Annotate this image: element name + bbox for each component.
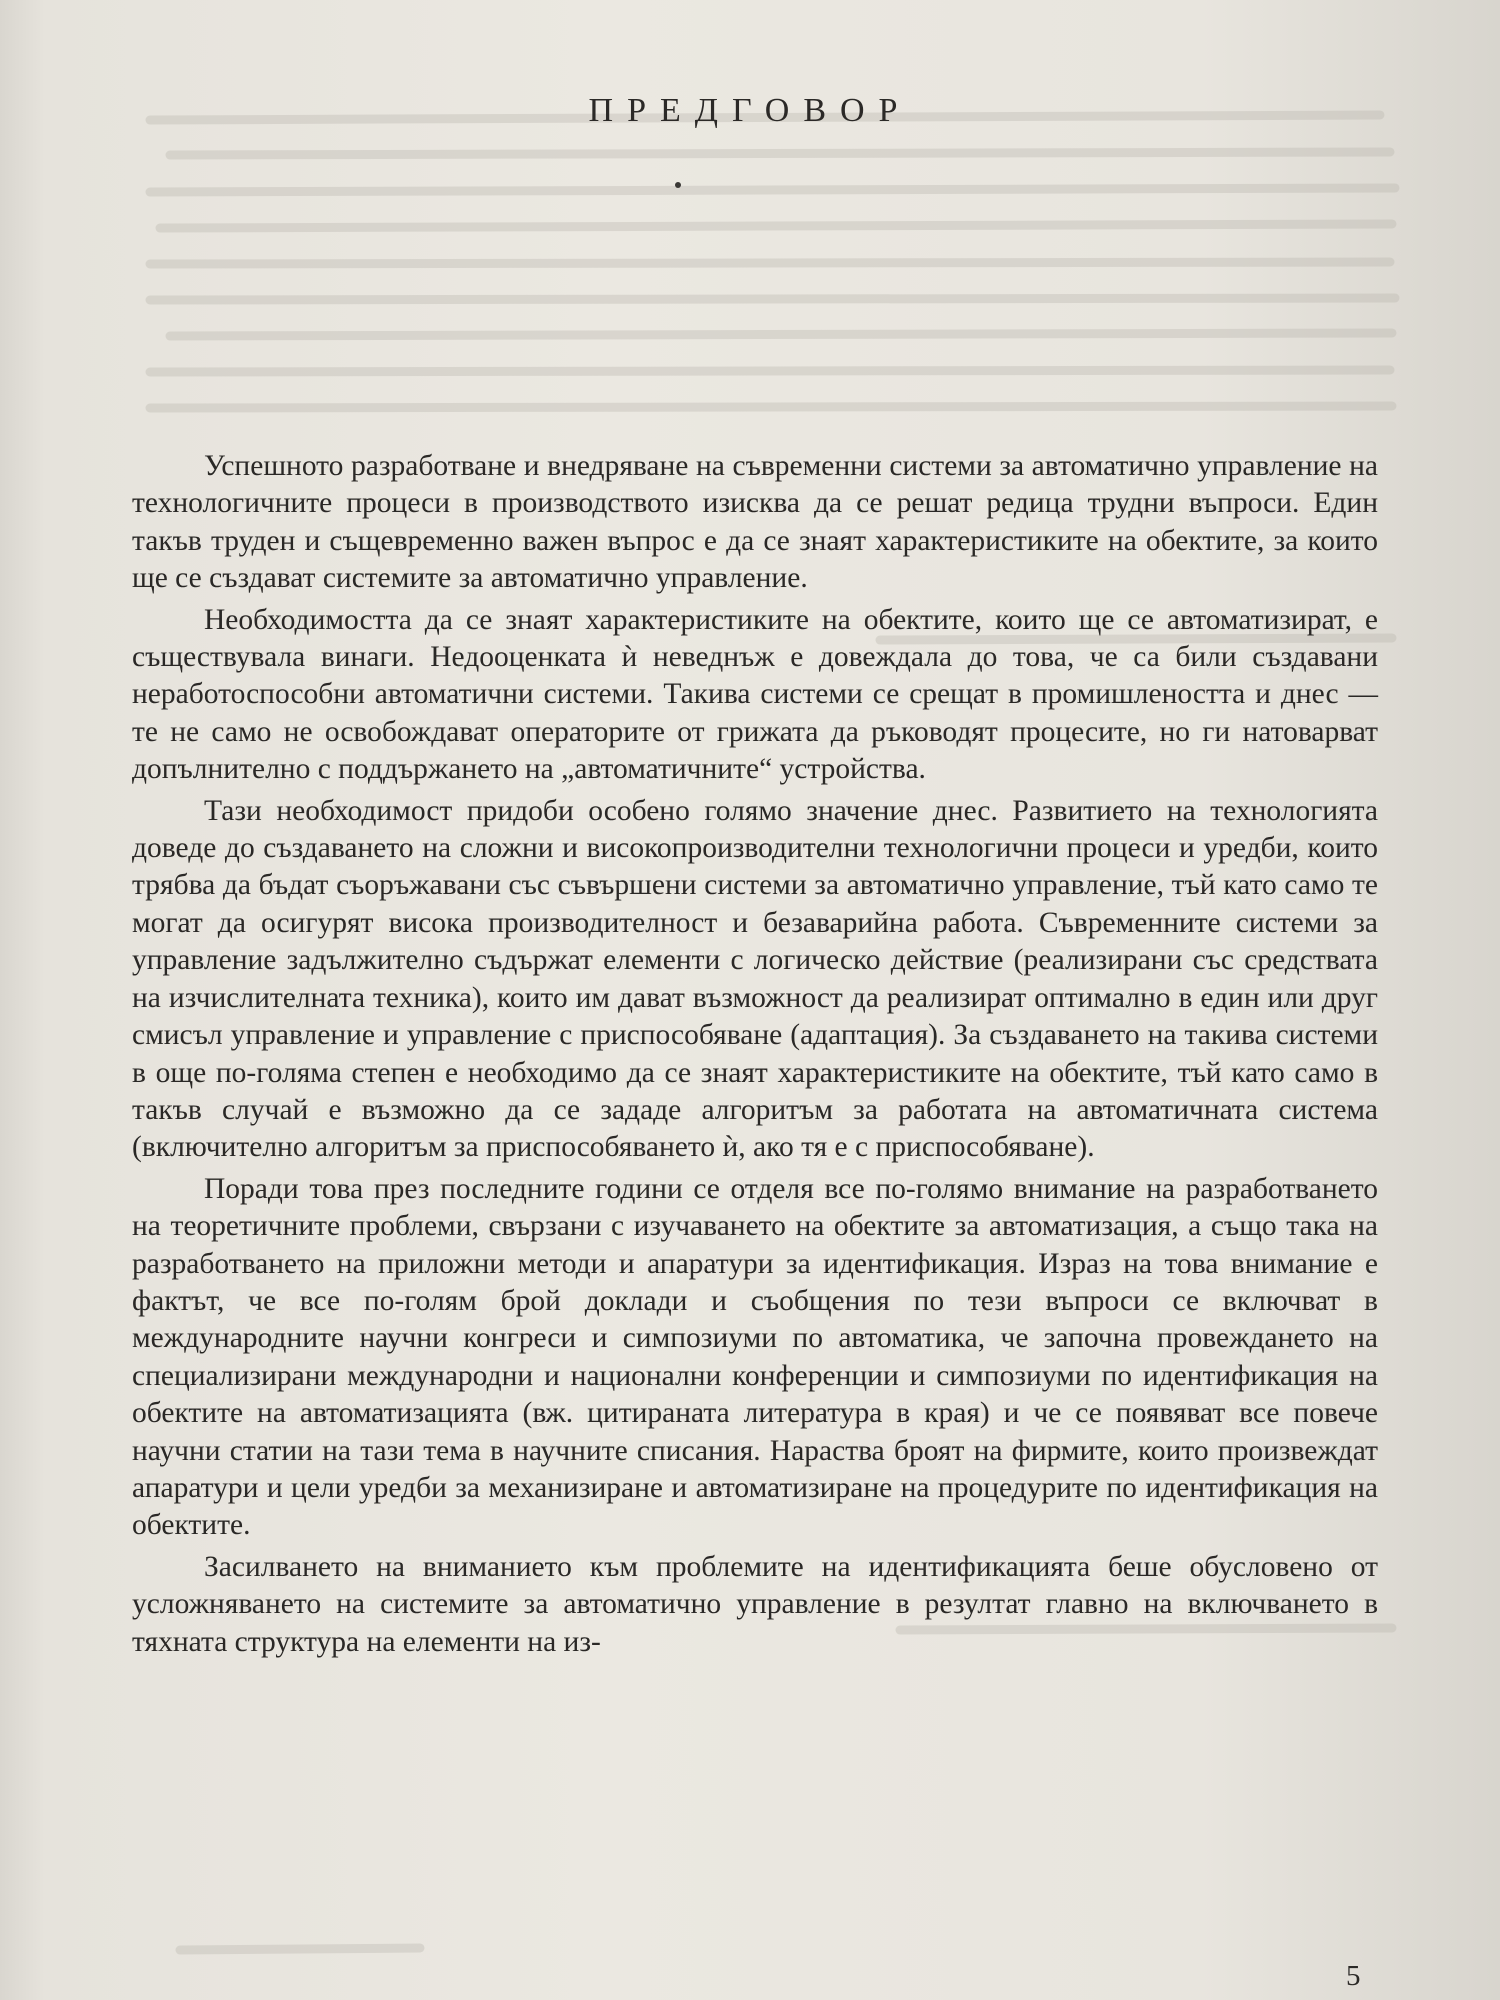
title-dot-mark bbox=[675, 182, 681, 188]
page-title: ПРЕДГОВОР bbox=[588, 92, 912, 129]
paragraph-3: Тази необходимост придоби особено голямо значение днес. Развитието на технологията доведе до създаването на сложни и високопроизводителни технологични процеси и уредби, които трябва да бъдат съоръжавани със съвършени системи за автоматично управление, тъй като само те могат да осигурят висока производителност и безаварийна работа. Съвременните системи за управление задължително съдържат елементи с логическо действие (реализирани със средствата на изчислителната техника), които им дават възможност да реализират оптимално в един или друг смисъл управление и управление с приспособяване (адаптация). За създаването на такива системи в още по-голяма степен е необходимо да се знаят характеристиките на обектите, тъй като само в такъв случай е възможно да се зададе алгоритъм за работата на автоматичната система (включително алгоритъм за приспособяването ѝ, ако тя е с приспособяване). bbox=[132, 794, 1378, 1164]
paragraph-5: Засилването на вниманието към проблемите на идентификацията беше обусловено от усложняването на системите за автоматично управление в резултат главно на включването в тяхната структура на елементи на из- bbox=[132, 1550, 1378, 1658]
body-text bbox=[132, 448, 1378, 1665]
page-number: 5 bbox=[1346, 1960, 1361, 1992]
paragraph-2: Необходимостта да се знаят характеристиките на обектите, които ще се автоматизират, е съществувала винаги. Недооценката ѝ неведнъж е довеждала до това, че са били създавани неработоспособни автоматични системи. Такива системи се срещат в промишлеността и днес — те не само не освобождават операторите от грижата да ръководят процесите, но ги натоварват допълнително с поддържането на „автоматичните“ устройства. bbox=[132, 603, 1378, 786]
paragraph-4: Поради това през последните години се отделя все по-голямо внимание на разработването на теоретичните проблеми, свързани с изучаването на обектите за автоматизация, а също така на разработването на приложни методи и апаратури за идентификация. Израз на това внимание е фактът, че все по-голям брой доклади и съобщения по тези въпроси се включват в международните научни конгреси и симпозиуми по автоматика, че започна провеждането на специализирани международни и национални конференции и симпозиуми по идентификация на обектите на автоматизацията (вж. цитираната литература в края) и че се появяват все повече научни статии на тази тема в научните списания. Нараства броят на фирмите, които произвеждат апаратури и цели уредби за механизиране и автоматизиране на процедурите по идентификация на обектите. bbox=[132, 1172, 1378, 1542]
paragraph-1: Успешното разработване и внедряване на съвременни системи за автоматично управление на технологичните процеси в производството изисква да се решат редица трудни въпроси. Един такъв труден и същевременно важен въпрос е да се знаят характеристиките на обектите, за които ще се създават системите за автоматично управление. bbox=[132, 450, 1378, 595]
